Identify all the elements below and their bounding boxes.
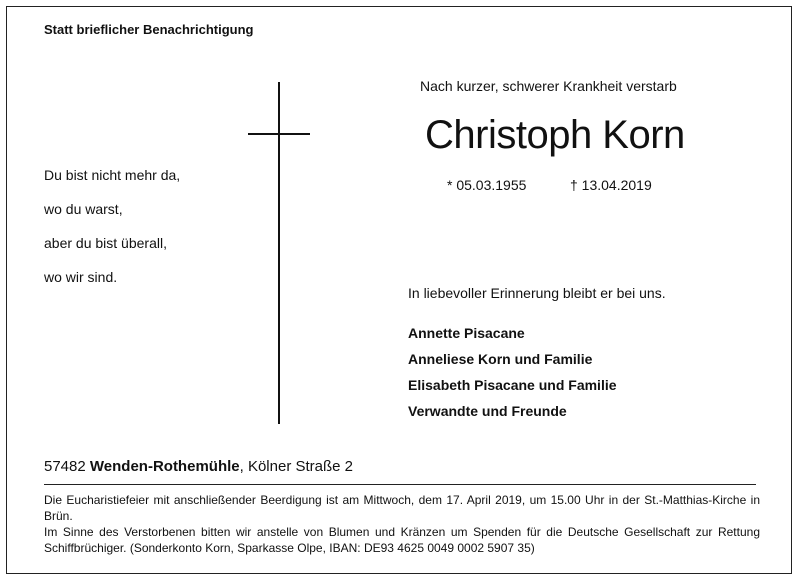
mourner-item: Elisabeth Pisacane und Familie (408, 377, 617, 393)
notice-paragraph: Im Sinne des Verstorbenen bitten wir anstelle von Blumen und Kränzen um Spenden für die Deutsche Gesellschaft zur Rettung Schiffbrüchiger. (Sonderkonto Korn, Sparkasse Olpe, IBAN: DE93 4625 0049 0002 5907 35) (44, 525, 760, 555)
birth-date: * 05.03.1955 (447, 177, 527, 193)
memory-line: In liebevoller Erinnerung bleibt er bei uns. (408, 285, 666, 301)
mourner-item: Anneliese Korn und Familie (408, 351, 593, 367)
mourner-item: Annette Pisacane (408, 325, 525, 341)
service-notice (44, 492, 760, 556)
poem-line: aber du bist überall, (44, 235, 167, 251)
notice-paragraph: Die Eucharistiefeier mit anschließender Beerdigung ist am Mittwoch, dem 17. April 2019, um 15.00 Uhr in der St.-Matthias-Kirche in Brün. (44, 493, 760, 523)
mourner-item: Verwandte und Freunde (408, 403, 567, 419)
poem-line: wo du warst, (44, 201, 123, 217)
death-date: † 13.04.2019 (570, 177, 652, 193)
header-label: Statt brieflicher Benachrichtigung (44, 22, 254, 37)
mourners-list (408, 320, 617, 424)
address-line (44, 458, 353, 475)
deceased-name: Christoph Korn (425, 113, 685, 157)
address-street: , Kölner Straße 2 (239, 458, 354, 475)
address-zip: 57482 (44, 458, 86, 475)
poem (44, 158, 180, 294)
intro-text: Nach kurzer, schwerer Krankheit verstarb (420, 78, 677, 94)
poem-line: Du bist nicht mehr da, (44, 167, 181, 183)
address-town: Wenden-Rothemühle (89, 458, 240, 475)
cross-bar (248, 133, 310, 135)
poem-line: wo wir sind. (44, 269, 118, 285)
divider (44, 484, 756, 485)
